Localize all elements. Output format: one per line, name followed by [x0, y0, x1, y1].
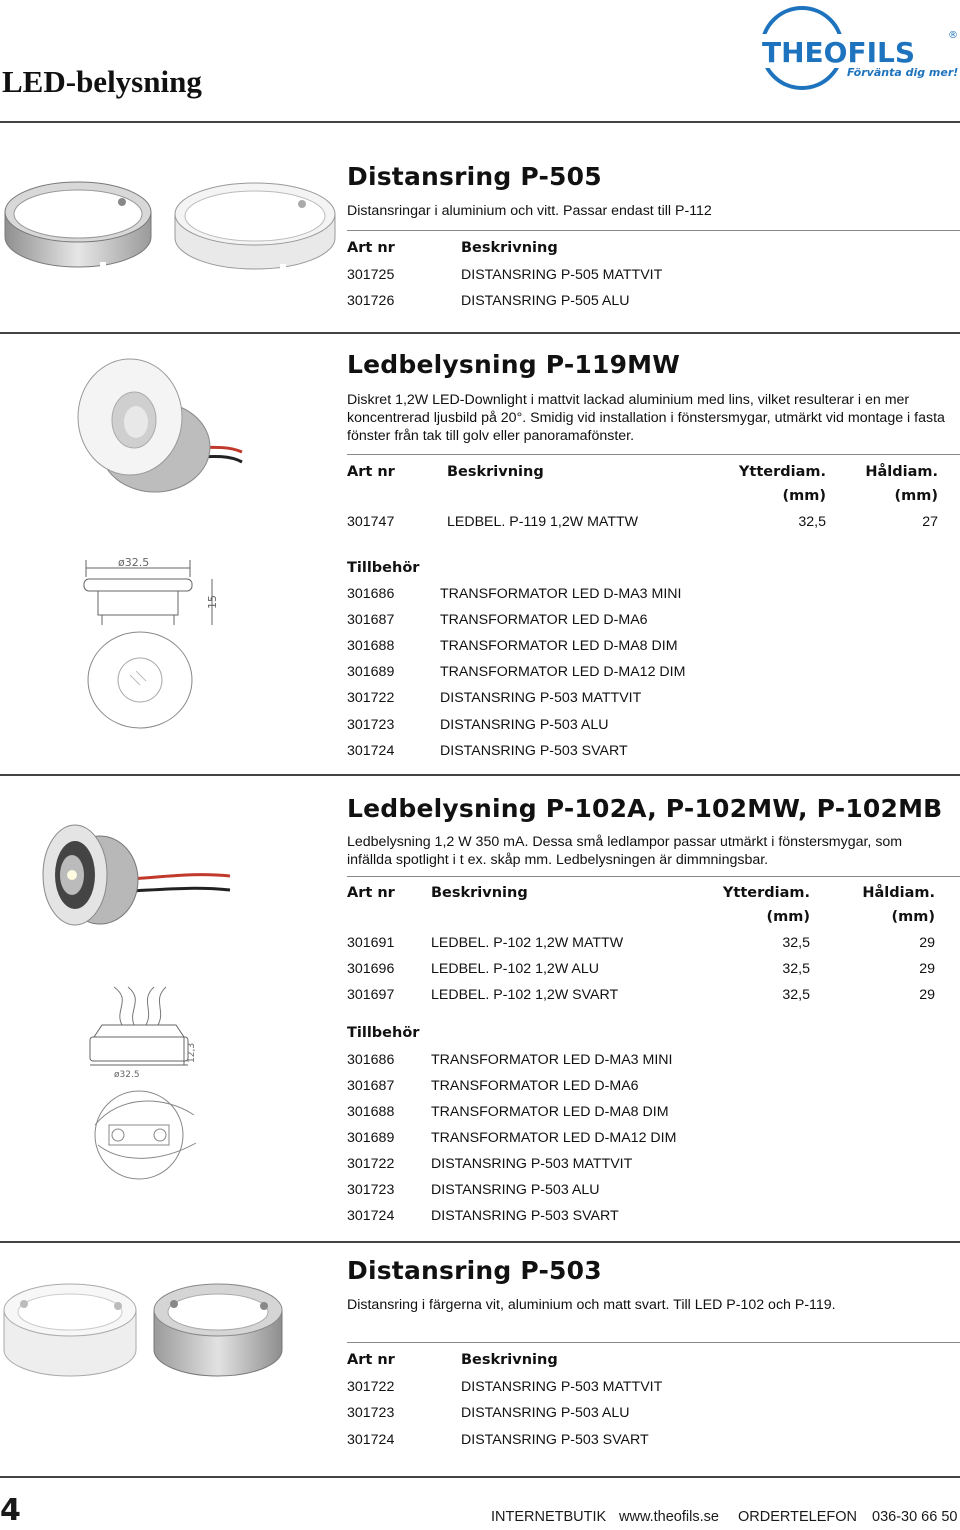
description: TRANSFORMATOR LED D-MA6 — [431, 1078, 639, 1094]
header-haldiam: Håldiam. — [862, 885, 935, 901]
footer-rule — [0, 1476, 960, 1478]
description: LEDBEL. P-119 1,2W MATTW — [447, 514, 639, 530]
art-nr: 301725 — [347, 267, 395, 283]
hole-diameter: 27 — [922, 514, 938, 530]
header-beskrivning: Beskrivning — [461, 1352, 558, 1368]
section-rule — [0, 332, 960, 334]
header-art-nr: Art nr — [347, 1352, 395, 1368]
section-rule — [0, 1241, 960, 1243]
footer-phone: 036-30 66 50 — [872, 1509, 958, 1525]
hole-diameter: 29 — [919, 961, 935, 977]
art-nr: 301687 — [347, 612, 395, 628]
description: DISTANSRING P-503 SVART — [431, 1208, 619, 1224]
drawing-height-label: 12,3 — [187, 1042, 197, 1063]
art-nr: 301722 — [347, 1379, 395, 1395]
header-unit: (mm) — [891, 909, 935, 925]
description: TRANSFORMATOR LED D-MA12 DIM — [440, 664, 686, 680]
logo-graphic — [758, 2, 958, 102]
art-nr: 301689 — [347, 664, 395, 680]
header-ytterdiam: Ytterdiam. — [722, 885, 810, 901]
description: LEDBEL. P-102 1,2W MATTW — [431, 935, 624, 951]
art-nr: 301688 — [347, 638, 395, 654]
ledbelysning-p119-image — [70, 352, 260, 512]
hole-diameter: 29 — [919, 987, 935, 1003]
distansring-p503-alu-image — [150, 1272, 290, 1382]
distansring-p505-white-image — [170, 172, 340, 282]
p102-technical-drawing — [84, 985, 224, 1185]
art-nr: 301726 — [347, 293, 395, 309]
outer-diameter: 32,5 — [782, 935, 810, 951]
art-nr: 301724 — [347, 1432, 395, 1448]
header-beskrivning: Beskrivning — [461, 240, 558, 256]
section-title-p503: Distansring P-503 — [347, 1256, 602, 1285]
footer-shop-label: INTERNETBUTIK — [491, 1509, 607, 1525]
description: DISTANSRING P-503 MATTVIT — [440, 690, 642, 706]
description: DISTANSRING P-505 ALU — [461, 293, 630, 309]
section-title-p505: Distansring P-505 — [347, 162, 602, 191]
footer-phone-label: ORDERTELEFON — [738, 1509, 857, 1525]
art-nr: 301723 — [347, 1405, 395, 1421]
art-nr: 301696 — [347, 961, 395, 977]
accessories-title: Tillbehör — [347, 560, 420, 576]
art-nr: 301724 — [347, 743, 395, 759]
section-description-p102: Ledbelysning 1,2 W 350 mA. Dessa små ledlampor passar utmärkt i fönstersmygar, som infällda spotlight i t ex. skåp mm. Ledbelysningen är dimmningsbar. — [347, 834, 903, 868]
page-title: LED-belysning — [2, 64, 202, 99]
art-nr: 301723 — [347, 717, 395, 733]
description: DISTANSRING P-503 MATTVIT — [461, 1379, 663, 1395]
description: TRANSFORMATOR LED D-MA8 DIM — [440, 638, 678, 654]
art-nr: 301688 — [347, 1104, 395, 1120]
outer-diameter: 32,5 — [782, 987, 810, 1003]
section-description-p505: Distansringar i aluminium och vitt. Passar endast till P-112 — [347, 203, 712, 219]
art-nr: 301723 — [347, 1182, 395, 1198]
section-rule — [0, 774, 960, 776]
description: DISTANSRING P-503 ALU — [440, 717, 609, 733]
header-unit: (mm) — [782, 488, 826, 504]
ledbelysning-p102-image — [30, 820, 230, 940]
registered-mark: ® — [948, 30, 958, 41]
outer-diameter: 32,5 — [798, 514, 826, 530]
art-nr: 301686 — [347, 586, 395, 602]
page-number: 4 — [0, 1493, 21, 1528]
description: DISTANSRING P-503 ALU — [431, 1182, 600, 1198]
description: LEDBEL. P-102 1,2W SVART — [431, 987, 619, 1003]
logo-brand: THEOFILS — [762, 36, 916, 69]
section-description-p119: Diskret 1,2W LED-Downlight i mattvit lackad aluminium med lins, vilket resulterar i en mer koncentrerad ljusbild på 20°. Smidig vid installation i fönstersmygar, utmärkt vid montage i fasta fönster från tak till golv eller panoramafönster. — [347, 392, 945, 444]
header-art-nr: Art nr — [347, 885, 395, 901]
art-nr: 301689 — [347, 1130, 395, 1146]
header-beskrivning: Beskrivning — [431, 885, 528, 901]
description: DISTANSRING P-505 MATTVIT — [461, 267, 663, 283]
drawing-height-label: 15 — [206, 595, 219, 609]
art-nr: 301722 — [347, 690, 395, 706]
art-nr: 301724 — [347, 1208, 395, 1224]
description: LEDBEL. P-102 1,2W ALU — [431, 961, 599, 977]
p119-technical-drawing — [78, 555, 228, 735]
art-nr: 301686 — [347, 1052, 395, 1068]
art-nr: 301747 — [347, 514, 395, 530]
header-unit: (mm) — [894, 488, 938, 504]
section-divider — [347, 1342, 960, 1343]
header-beskrivning: Beskrivning — [447, 464, 544, 480]
header-ytterdiam: Ytterdiam. — [738, 464, 826, 480]
description: TRANSFORMATOR LED D-MA6 — [440, 612, 648, 628]
header-art-nr: Art nr — [347, 240, 395, 256]
logo-tagline: Förvänta dig mer! — [847, 66, 959, 79]
drawing-diameter-label: ø32.5 — [118, 556, 150, 569]
outer-diameter: 32,5 — [782, 961, 810, 977]
description: TRANSFORMATOR LED D-MA3 MINI — [431, 1052, 673, 1068]
description: TRANSFORMATOR LED D-MA3 MINI — [440, 586, 682, 602]
section-title-p119: Ledbelysning P-119MW — [347, 350, 681, 379]
header-art-nr: Art nr — [347, 464, 395, 480]
section-title-p102: Ledbelysning P-102A, P-102MW, P-102MB — [347, 794, 943, 823]
distansring-p503-white-image — [0, 1272, 140, 1382]
description: DISTANSRING P-503 MATTVIT — [431, 1156, 633, 1172]
hole-diameter: 29 — [919, 935, 935, 951]
description: DISTANSRING P-503 SVART — [440, 743, 628, 759]
description: TRANSFORMATOR LED D-MA8 DIM — [431, 1104, 669, 1120]
section-divider — [347, 454, 960, 455]
art-nr: 301697 — [347, 987, 395, 1003]
header-rule — [0, 121, 960, 123]
header-unit: (mm) — [766, 909, 810, 925]
art-nr: 301722 — [347, 1156, 395, 1172]
description: DISTANSRING P-503 SVART — [461, 1432, 649, 1448]
distansring-p505-alu-image — [0, 172, 160, 282]
section-divider — [347, 876, 960, 877]
section-description-p503: Distansring i färgerna vit, aluminium och matt svart. Till LED P-102 och P-119. — [347, 1297, 836, 1313]
description: TRANSFORMATOR LED D-MA12 DIM — [431, 1130, 677, 1146]
header-haldiam: Håldiam. — [865, 464, 938, 480]
accessories-title: Tillbehör — [347, 1025, 420, 1041]
footer-shop-url[interactable]: www.theofils.se — [619, 1509, 719, 1525]
section-divider — [347, 230, 960, 231]
art-nr: 301687 — [347, 1078, 395, 1094]
description: DISTANSRING P-503 ALU — [461, 1405, 630, 1421]
drawing-diameter-label: ø32.5 — [114, 1070, 140, 1080]
art-nr: 301691 — [347, 935, 395, 951]
